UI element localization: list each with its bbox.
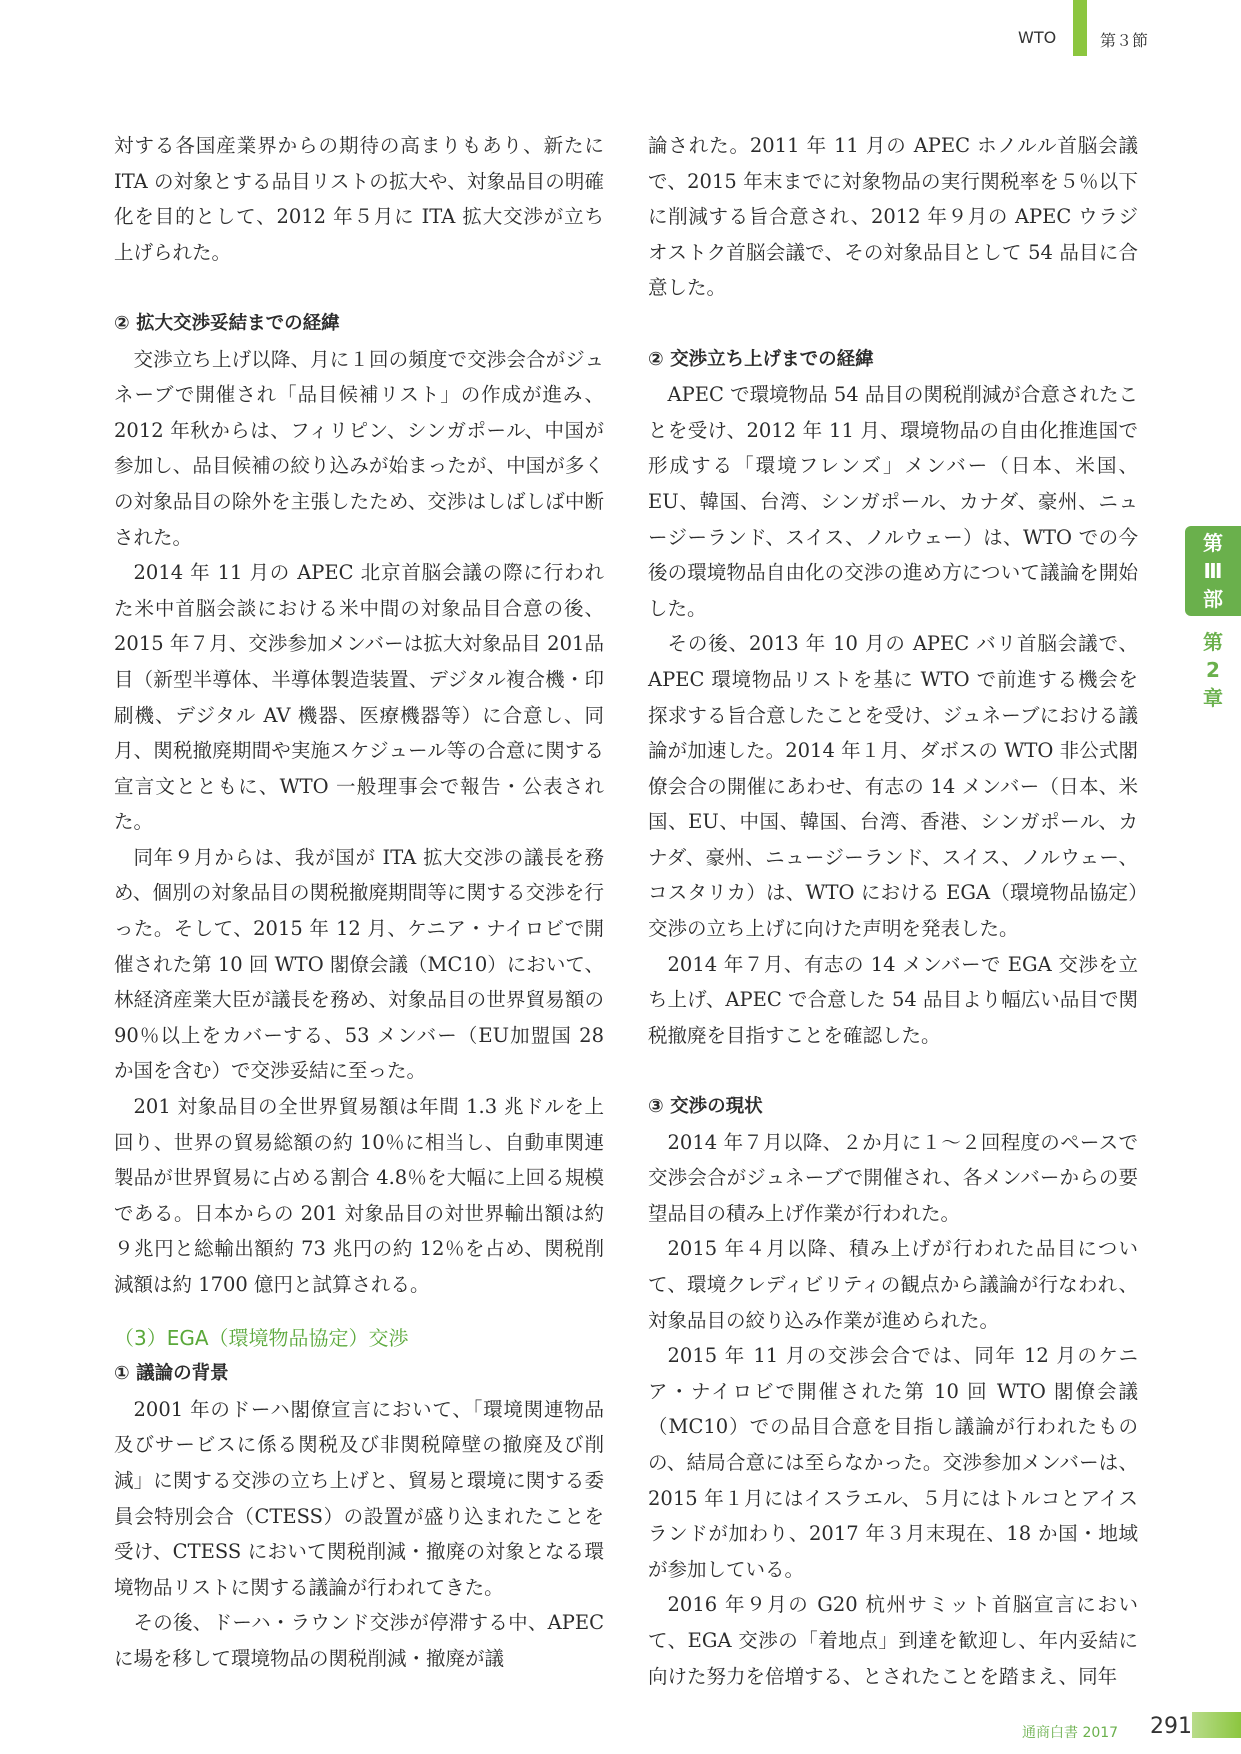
paragraph: 2016 年９月の G20 杭州サミット首脳宣言において、EGA 交渉の「着地点」到達を歓迎し、年内妥結に向けた努力を倍増する、とされたことを踏まえ、同年 <box>648 1593 1138 1688</box>
part-tab-char: 第 <box>1203 531 1223 555</box>
chapter-tab <box>1185 628 1241 712</box>
header-section-label: 第３節 <box>1100 31 1149 50</box>
subheading-launch: ② 交渉立ち上げまでの経緯 <box>648 348 874 370</box>
paragraph: その後、ドーハ・ラウンド交渉が停滞する中、APEC に場を移して環境物品の関税削減・撤廃が議 <box>114 1611 604 1670</box>
footer-accent-bar <box>1192 1712 1241 1738</box>
paragraph: 2014 年 11 月の APEC 北京首脳会議の際に行われた米中首脳会談における米中間の対象品目合意の後、2015 年７月、交渉参加メンバーは拡大対象品目 201品目（新型半導体、半導体製造装置、デジタル複合機・印刷機、デジタル AV 機器、医療機器等）に合意し、同月、関税撤廃期間や実施スケジュール等の合意に関する宣言文とともに、WTO 一般理事会で報告・公表された。 <box>114 561 604 834</box>
paragraph: 対する各国産業界からの期待の高まりもあり、新たにITA の対象とする品目リストの拡大や、対象品目の明確化を目的として、2012 年５月に ITA 拡大交渉が立ち上げられた。 <box>114 134 604 264</box>
chapter-tab-char: 章 <box>1203 686 1223 710</box>
chapter-tab-char: 第 <box>1203 630 1223 654</box>
subheading-progress: ② 拡大交渉妥結までの経緯 <box>114 312 340 334</box>
paragraph: 交渉立ち上げ以降、月に１回の頻度で交渉会合がジュネーブで開催され「品目候補リスト」の作成が進み、2012 年秋からは、フィリピン、シンガポール、中国が参加し、品目候補の絞り込みが始まったが、中国が多くの対象品目の除外を主張したため、交渉はしばしば中断された。 <box>114 347 604 549</box>
paragraph: 論された。2011 年 11 月の APEC ホノルル首脳会議で、2015 年末までに対象物品の実行関税率を５％以下に削減する旨合意され、2012 年９月の APEC ウラジオストク首脳会議で、その対象品目として 54 品目に合意した。 <box>648 134 1138 300</box>
section-heading-ega: （3）EGA（環境物品協定）交渉 <box>114 1325 409 1350</box>
paragraph: 2014 年７月以降、２か月に１〜２回程度のペースで交渉会合がジュネーブで開催され、各メンバーからの要望品目の積み上げ作業が行われた。 <box>648 1130 1138 1225</box>
chapter-tab-char: 2 <box>1206 658 1220 682</box>
right-column <box>648 128 1138 1694</box>
part-tab-char: 部 <box>1203 587 1223 611</box>
subheading-background: ① 議論の背景 <box>114 1363 229 1385</box>
part-tab <box>1185 526 1241 616</box>
paragraph: 201 対象品目の全世界貿易額は年間 1.3 兆ドルを上回り、世界の貿易総額の約 10％に相当し、自動車関連製品が世界貿易に占める割合 4.8％を大幅に上回る規模である。日本からの 201 対象品目の対世界輸出額は約９兆円と総輸出額約 73 兆円の約 12％を占め、関税削減額は約 1700 億円と試算される。 <box>114 1095 604 1296</box>
left-column <box>114 128 604 1677</box>
paragraph: APEC で環境物品 54 品目の関税削減が合意されたことを受け、2012 年 11 月、環境物品の自由化推進国で形成する「環境フレンズ」メンバー（日本、米国、EU、韓国、台湾、シンガポール、カナダ、豪州、ニュージーランド、スイス、ノルウェー）は、WTO での今後の環境物品自由化の交渉の進め方について議論を開始した。 <box>648 383 1138 620</box>
paragraph: 2015 年４月以降、積み上げが行われた品目について、環境クレディビリティの観点から議論が行なわれ、対象品目の絞り込み作業が進められた。 <box>648 1237 1138 1332</box>
header-wto-label: WTO <box>1018 28 1057 47</box>
paragraph: 2001 年のドーハ閣僚宣言において、「環境関連物品及びサービスに係る関税及び非関税障壁の撤廃及び削減」に関する交渉の立ち上げと、貿易と環境に関する委員会特別会合（CTESS）の設置が盛り込まれたことを受け、CTESS において関税削減・撤廃の対象となる環境物品リストに関する議論が行われてきた。 <box>114 1397 604 1599</box>
paragraph: その後、2013 年 10 月の APEC バリ首脳会議で、APEC 環境物品リストを基に WTO で前進する機会を探求する旨合意したことを受け、ジュネーブにおける議論が加速した。2014 年１月、ダボスの WTO 非公式閣僚会合の開催にあわせ、有志の 14 メンバー（日本、米国、EU、中国、韓国、台湾、香港、シンガポール、カナダ、豪州、ニュージーランド、スイス、ノルウェー、コスタリカ）は、WTO における EGA（環境物品協定）交渉の立ち上げに向けた声明を発表した。 <box>648 632 1138 941</box>
paragraph: 同年９月からは、我が国が ITA 拡大交渉の議長を務め、個別の対象品目の関税撤廃期間等に関する交渉を行った。そして、2015 年 12 月、ケニア・ナイロビで開催された第 10 回 WTO 閣僚会議（MC10）において、林経済産業大臣が議長を務め、対象品目の世界貿易額の 90％以上をカバーする、53 メンバー（EU加盟国 28 か国を含む）で交渉妥結に至った。 <box>114 845 604 1083</box>
page-number: 291 <box>1150 1714 1192 1739</box>
part-tab-char: Ⅲ <box>1203 559 1223 583</box>
subheading-status: ③ 交渉の現状 <box>648 1096 763 1118</box>
footer-publication: 通商白書 2017 <box>1022 1725 1119 1741</box>
header-accent-bar <box>1073 0 1087 56</box>
paragraph: 2015 年 11 月の交渉会合では、同年 12 月のケニア・ナイロビで開催された第 10 回 WTO 閣僚会議（MC10）での品目合意を目指し議論が行われたものの、結局合意には至らなかった。交渉参加メンバーは、2015 年１月にはイスラエル、５月にはトルコとアイスランドが加わり、2017 年３月末現在、18 か国・地域が参加している。 <box>648 1344 1138 1581</box>
paragraph: 2014 年７月、有志の 14 メンバーで EGA 交渉を立ち上げ、APEC で合意した 54 品目より幅広い品目で関税撤廃を目指すことを確認した。 <box>648 952 1138 1047</box>
